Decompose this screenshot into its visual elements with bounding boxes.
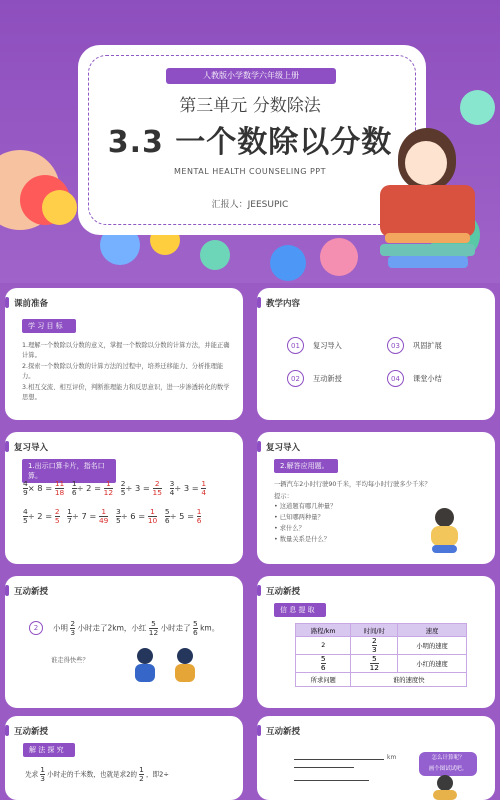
task-badge: 2.解答应用题。 xyxy=(274,459,338,473)
unit-title: 第三单元 分数除法 xyxy=(179,96,321,116)
student-illustration xyxy=(428,508,461,555)
goal-line: 1.理解一个数除以分数的意义，掌握一个数除以分数的计算方法，并能正确计算。 xyxy=(22,342,230,359)
solution-text: 先求 $\frac{1}{3}$ 小时走的千米数，也就是求2的 $\frac{1}{2}$ ，即2÷ xyxy=(25,765,169,783)
contents-item: 巩固扩展 xyxy=(413,341,442,350)
speed-question: 小明 $\frac{2}{3}$ 小时走了2km，小红 $\frac{5}{12}$ 小时走了 $\frac{5}{6}$ km。 xyxy=(53,619,220,637)
info-table xyxy=(295,623,467,687)
table-row: 所求问题 谁的速度快 xyxy=(296,673,467,687)
hint-label: 提示： xyxy=(274,493,293,500)
slide-course-prep[interactable] xyxy=(5,288,243,420)
student-illustration xyxy=(429,775,461,800)
segment-line xyxy=(294,780,369,781)
contents-item: 互动新授 xyxy=(313,374,342,383)
faster-question: 谁走得快些？ xyxy=(51,657,89,664)
lesson-title: 3.3 一个数除以分数 xyxy=(107,125,393,160)
girl-illustration xyxy=(175,648,195,688)
hint-item: • 已知哪两种量？ xyxy=(274,514,324,521)
table-header: 速度 xyxy=(398,624,467,637)
reading-girl-illustration xyxy=(380,128,475,273)
table-header: 路程/km xyxy=(296,624,351,637)
slide-header: 互动新授 xyxy=(14,727,49,737)
task-badge: 解 法 探 究 xyxy=(23,743,75,757)
slide-interactive-question[interactable] xyxy=(5,576,243,708)
question: 一辆汽车2小时行驶90千米，平均每小时行驶多少千米？ xyxy=(274,481,431,488)
boy-illustration xyxy=(135,648,155,688)
slide-header: 互动新授 xyxy=(266,587,301,597)
question-number: 2 xyxy=(29,621,43,635)
slide-review-mental-math[interactable] xyxy=(5,432,243,564)
table-row: $\frac{5}{6}$ $\frac{5}{12}$ 小红的速度 xyxy=(296,655,467,673)
reporter: 汇报人：JEESUPIC xyxy=(211,200,289,210)
slide-info-extraction[interactable] xyxy=(257,576,495,708)
task-badge: 信 息 提 取 xyxy=(274,603,326,617)
unit-label: km xyxy=(387,754,397,761)
slide-diagram-explore[interactable] xyxy=(257,716,495,800)
slide-header: 互动新授 xyxy=(14,587,49,597)
time-line xyxy=(294,767,354,768)
slide-review-word-problem[interactable] xyxy=(257,432,495,564)
hint-item: • 求什么？ xyxy=(274,525,305,532)
distance-line xyxy=(294,759,384,760)
item-number: 01 xyxy=(287,337,304,354)
slide-header: 课前准备 xyxy=(14,299,49,309)
slide-header: 互动新授 xyxy=(266,727,301,737)
contents-item: 复习导入 xyxy=(313,341,342,350)
item-number: 02 xyxy=(287,370,304,387)
item-number: 04 xyxy=(387,370,404,387)
thought-bubble: 怎么计算呢？ 画个图试试吧。 xyxy=(419,752,477,776)
grade-pill: 人教版小学数学六年级上册 xyxy=(166,68,336,84)
english-subtitle: MENTAL HEALTH COUNSELING PPT xyxy=(174,167,326,176)
goal-badge: 学 习 目 标 xyxy=(22,319,76,333)
hint-item: • 数量关系是什么？ xyxy=(274,536,331,543)
hint-item: • 这道题有哪几种量？ xyxy=(274,503,337,510)
slide-header: 教学内容 xyxy=(266,299,301,309)
goal-line: 3.相互交流、相互评价，判断推理能力和反思意识，进一步渗透转化的数学思想。 xyxy=(22,384,230,401)
slide-contents[interactable] xyxy=(257,288,495,420)
slide-header: 复习导入 xyxy=(266,443,301,453)
slide-header: 复习导入 xyxy=(14,443,49,453)
item-number: 03 xyxy=(387,337,404,354)
contents-item: 课堂小结 xyxy=(413,374,442,383)
task-badge: 1.出示口算卡片，指名口算。 xyxy=(22,459,116,483)
title-slide[interactable] xyxy=(0,0,500,283)
equation-row: $\frac{4}{9}$ × 8 = $\frac{11}{18}$ $\frac{1}{6}$ ÷ 2 = $\frac{1}{12}$ $\frac{2}{5}$ ÷ 3 = $\frac{2}{15}$ $\frac{3}{4}$ ÷ 3 = $\frac{1}{4}$ xyxy=(23,479,207,497)
table-header: 时间/时 xyxy=(351,624,398,637)
slide-solution-explore[interactable] xyxy=(5,716,243,800)
table-row: 2 $\frac{2}{3}$ 小明的速度 xyxy=(296,637,467,655)
equation-row: $\frac{4}{5}$ ÷ 2 = $\frac{2}{5}$ $\frac{1}{7}$ ÷ 7 = $\frac{1}{49}$ $\frac{3}{5}$ ÷ 6 = $\frac{1}{10}$ $\frac{5}{6}$ ÷ 5 = $\frac{1}{6}$ xyxy=(23,507,202,525)
goal-line: 2.探索一个数除以分数的计算方法的过程中，培养迁移能力、分析推理能力。 xyxy=(22,363,224,380)
